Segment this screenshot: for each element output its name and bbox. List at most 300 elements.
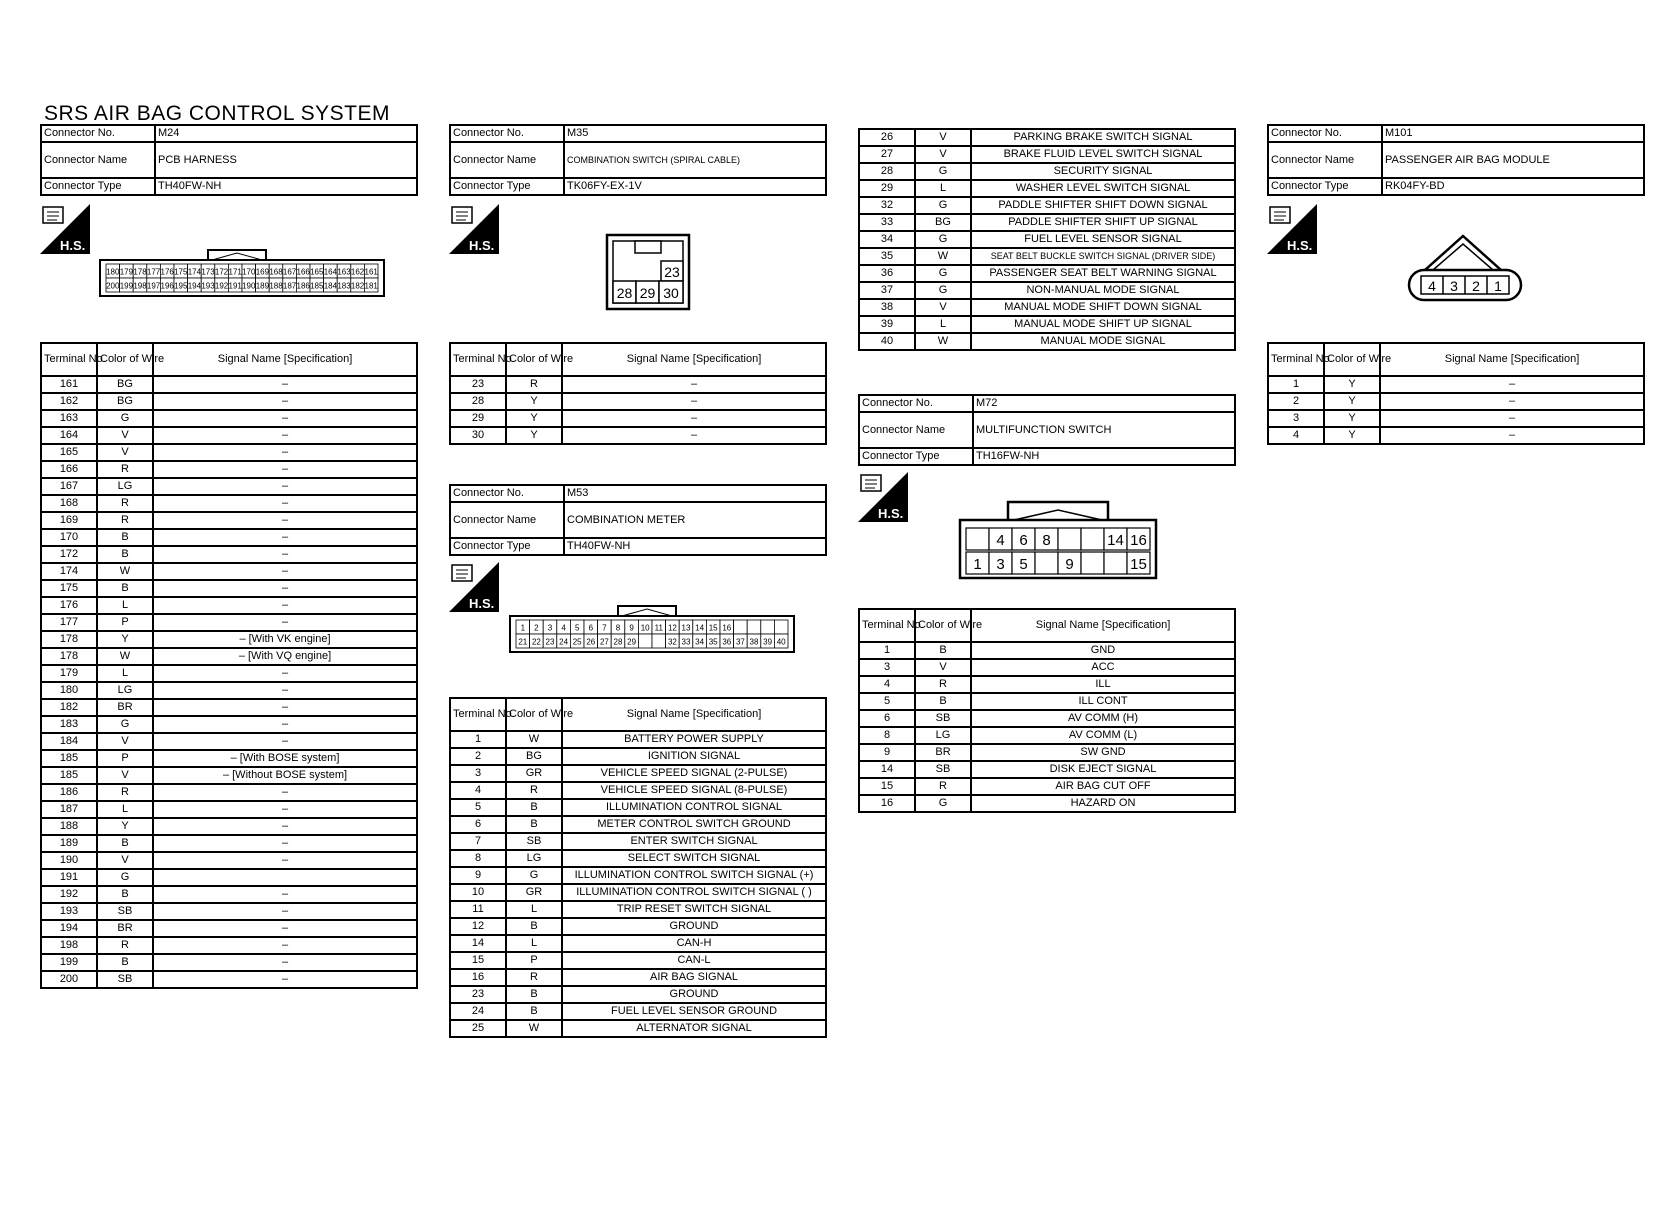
m53-continued-table (858, 128, 1236, 351)
table-row (41, 410, 417, 427)
table-row (41, 886, 417, 903)
terminal-cell: 179 (41, 665, 97, 682)
signal-name-cell: METER CONTROL SWITCH GROUND (562, 816, 826, 833)
table-row (41, 648, 417, 665)
signal-name-cell: – (153, 699, 417, 716)
pin-label: 3 (547, 623, 553, 633)
table-row (41, 393, 417, 410)
table-row (450, 816, 826, 833)
terminal-cell: 28 (450, 393, 506, 410)
signal-name-cell: ILL CONT (971, 693, 1235, 710)
wire-color-cell: SB (915, 761, 971, 778)
terminal-cell: 2 (1268, 393, 1324, 410)
connector-name-value: PCB HARNESS (155, 142, 417, 178)
m72-info-table (858, 394, 1236, 466)
connector-no-value: M24 (155, 125, 417, 142)
terminal-cell: 1 (1268, 376, 1324, 393)
signal-name-cell: PADDLE SHIFTER SHIFT DOWN SIGNAL (971, 197, 1235, 214)
table-row (859, 795, 1235, 812)
terminal-cell: 183 (41, 716, 97, 733)
hs-label: H.S. (60, 238, 86, 253)
signal-name-cell: VEHICLE SPEED SIGNAL (2-PULSE) (562, 765, 826, 782)
signal-name-cell: BATTERY POWER SUPPLY (562, 731, 826, 748)
wire-color-cell: R (506, 376, 562, 393)
signal-name-cell: – (153, 937, 417, 954)
terminal-cell: 190 (41, 852, 97, 869)
table-row (859, 129, 1235, 146)
pin-label: 198 (133, 281, 147, 291)
table-row (41, 954, 417, 971)
signal-name-cell: – (153, 835, 417, 852)
pin-label: 167 (282, 267, 297, 277)
wire-color-cell: Y (97, 818, 153, 835)
pin-label: 194 (187, 281, 202, 291)
signal-name-cell: – (153, 410, 417, 427)
terminal-cell: 182 (41, 699, 97, 716)
signal-name-cell: – (153, 495, 417, 512)
m101-terminal-table (1267, 342, 1645, 445)
pin-label: 11 (654, 623, 663, 633)
wire-color-cell: Y (1324, 376, 1380, 393)
pin-label: 5 (574, 623, 580, 633)
wire-color-cell: LG (915, 727, 971, 744)
wire-color-cell: BG (506, 748, 562, 765)
pin-label: 33 (681, 637, 691, 647)
pin-label: 162 (350, 267, 365, 277)
terminal-cell: 199 (41, 954, 97, 971)
wire-color-cell: G (915, 197, 971, 214)
signal-name-cell: – (153, 478, 417, 495)
pin-label: 15 (708, 623, 718, 633)
table-row (450, 918, 826, 935)
pin-label: 14 (1107, 532, 1124, 549)
table-row (859, 659, 1235, 676)
terminal-cell: 161 (41, 376, 97, 393)
table-row (41, 512, 417, 529)
terminal-no-header: Terminal No. (1268, 343, 1324, 376)
pin-label: 28 (616, 285, 633, 301)
pin-label: 174 (187, 267, 202, 277)
table-row (41, 767, 417, 784)
pin-label: 169 (255, 267, 270, 277)
wire-color-cell: R (97, 512, 153, 529)
pin-label: 161 (364, 267, 378, 277)
wire-color-cell: SB (97, 903, 153, 920)
signal-name-cell: – (153, 427, 417, 444)
connector-no-label: Connector No. (1268, 125, 1382, 142)
terminal-cell: 30 (450, 427, 506, 444)
signal-name-cell: – (153, 580, 417, 597)
wire-color-cell: L (506, 935, 562, 952)
terminal-cell: 176 (41, 597, 97, 614)
terminal-cell: 170 (41, 529, 97, 546)
pin-label: 171 (228, 267, 242, 277)
pin-label: 186 (296, 281, 310, 291)
wire-color-cell: L (915, 180, 971, 197)
table-row (859, 248, 1235, 265)
terminal-cell: 162 (41, 393, 97, 410)
terminal-cell: 169 (41, 512, 97, 529)
signal-name-cell: – (153, 954, 417, 971)
terminal-cell: 10 (450, 884, 506, 901)
wire-color-cell: W (915, 333, 971, 350)
signal-name-cell: ILLUMINATION CONTROL SWITCH SIGNAL ( ) (562, 884, 826, 901)
terminal-cell: 200 (41, 971, 97, 988)
pin-label: 9 (629, 623, 634, 633)
terminal-cell: 14 (450, 935, 506, 952)
pin-label: 29 (627, 637, 637, 647)
pin-label: 8 (1042, 532, 1051, 549)
wire-color-cell: BG (915, 214, 971, 231)
terminal-no-header: Terminal No. (450, 698, 506, 731)
pin-label: 181 (364, 281, 378, 291)
pin-label: 12 (667, 623, 677, 633)
pin-label: 29 (639, 285, 656, 301)
signal-name-cell: SEAT BELT BUCKLE SWITCH SIGNAL (DRIVER SIDE) (971, 248, 1235, 265)
table-row (41, 971, 417, 988)
wire-color-cell: R (506, 782, 562, 799)
m24-connector-face (98, 248, 386, 298)
table-row (41, 580, 417, 597)
signal-name-cell: – (562, 376, 826, 393)
table-row (41, 716, 417, 733)
table-row (41, 699, 417, 716)
table-row (41, 920, 417, 937)
wire-color-cell: BR (915, 744, 971, 761)
connector-name-value: COMBINATION SWITCH (SPIRAL CABLE) (564, 142, 826, 178)
wire-color-cell: BG (97, 393, 153, 410)
signal-name-cell: ILL (971, 676, 1235, 693)
signal-name-cell: – [With VK engine] (153, 631, 417, 648)
terminal-cell: 11 (450, 901, 506, 918)
pin-label: 3 (996, 556, 1005, 573)
m53-info-table (449, 484, 827, 556)
table-row (450, 952, 826, 969)
table-row (450, 935, 826, 952)
pin-label: 16 (1130, 532, 1147, 549)
pin-label: 177 (146, 267, 161, 277)
table-row (41, 665, 417, 682)
wire-color-cell: W (915, 248, 971, 265)
pin-label: 3 (1450, 278, 1458, 294)
signal-name-cell: – [Without BOSE system] (153, 767, 417, 784)
terminal-cell: 39 (859, 316, 915, 333)
pin-label: 173 (201, 267, 215, 277)
pin-label: 39 (763, 637, 773, 647)
terminal-cell: 175 (41, 580, 97, 597)
connector-no-value: M101 (1382, 125, 1644, 142)
signal-name-cell: – (153, 546, 417, 563)
terminal-cell: 8 (450, 850, 506, 867)
terminal-cell: 33 (859, 214, 915, 231)
signal-name-cell: – (153, 733, 417, 750)
signal-name-cell: – (153, 903, 417, 920)
pin-label: 1 (520, 623, 526, 633)
terminal-cell: 16 (859, 795, 915, 812)
signal-name-cell: PADDLE SHIFTER SHIFT UP SIGNAL (971, 214, 1235, 231)
connector-no-value: M72 (973, 395, 1235, 412)
pin-label: 23 (545, 637, 555, 647)
wire-color-cell: V (915, 146, 971, 163)
wire-color-cell: V (97, 767, 153, 784)
connector-type-value: TK06FY-EX-1V (564, 178, 826, 195)
table-row (41, 937, 417, 954)
table-row (859, 282, 1235, 299)
pin-label: 10 (640, 623, 650, 633)
wire-color-cell: V (915, 129, 971, 146)
terminal-cell: 163 (41, 410, 97, 427)
wire-color-cell: G (915, 282, 971, 299)
table-row (450, 748, 826, 765)
table-row (41, 529, 417, 546)
signal-name-cell: AV COMM (L) (971, 727, 1235, 744)
wire-color-cell: SB (506, 833, 562, 850)
pin-label: 183 (337, 281, 351, 291)
table-row (1268, 410, 1644, 427)
pin-label: 23 (664, 264, 680, 280)
connector-type-value: RK04FY-BD (1382, 178, 1644, 195)
pin-label: 189 (255, 281, 270, 291)
pin-label: 2 (534, 623, 539, 633)
terminal-cell: 4 (1268, 427, 1324, 444)
m35-connector-face (605, 233, 691, 311)
pin-label: 7 (602, 623, 607, 633)
signal-name-cell: – (153, 920, 417, 937)
connector-type-label: Connector Type (450, 538, 564, 555)
terminal-cell: 12 (450, 918, 506, 935)
pin-label: 180 (106, 267, 120, 277)
table-row (450, 393, 826, 410)
wire-color-cell: Y (506, 393, 562, 410)
terminal-cell: 178 (41, 631, 97, 648)
wire-color-cell: B (506, 986, 562, 1003)
signal-name-cell: ACC (971, 659, 1235, 676)
signal-name-cell: GND (971, 642, 1235, 659)
m53-connector-face (508, 604, 796, 654)
signal-name-header: Signal Name [Specification] (971, 609, 1235, 642)
signal-name-cell: – (153, 393, 417, 410)
m72-connector-face (958, 498, 1158, 580)
terminal-cell: 2 (450, 748, 506, 765)
wire-color-cell: R (97, 495, 153, 512)
signal-name-cell: MANUAL MODE SIGNAL (971, 333, 1235, 350)
connector-no-label: Connector No. (450, 125, 564, 142)
pin-label: 191 (228, 281, 242, 291)
table-row (450, 376, 826, 393)
connector-no-label: Connector No. (450, 485, 564, 502)
terminal-cell: 164 (41, 427, 97, 444)
signal-name-cell: – (153, 529, 417, 546)
table-row (859, 316, 1235, 333)
pin-label: 195 (174, 281, 188, 291)
table-row (41, 784, 417, 801)
table-row (450, 782, 826, 799)
table-row (1268, 376, 1644, 393)
pin-label: 38 (749, 637, 759, 647)
signal-name-cell: – [With BOSE system] (153, 750, 417, 767)
wire-color-cell: V (97, 427, 153, 444)
wire-color-cell: W (506, 731, 562, 748)
table-row (450, 986, 826, 1003)
wire-color-cell: V (915, 299, 971, 316)
table-row (41, 597, 417, 614)
terminal-cell: 185 (41, 750, 97, 767)
terminal-cell: 193 (41, 903, 97, 920)
signal-name-cell: – (153, 682, 417, 699)
connector-no-label: Connector No. (41, 125, 155, 142)
table-row (859, 299, 1235, 316)
terminal-cell: 15 (859, 778, 915, 795)
terminal-cell: 35 (859, 248, 915, 265)
terminal-cell: 4 (450, 782, 506, 799)
signal-name-cell: – (153, 784, 417, 801)
signal-name-cell: DISK EJECT SIGNAL (971, 761, 1235, 778)
pin-label: 178 (133, 267, 147, 277)
pin-label: 36 (722, 637, 732, 647)
connector-type-label: Connector Type (859, 448, 973, 465)
table-row (41, 869, 417, 886)
terminal-cell: 38 (859, 299, 915, 316)
pin-label: 193 (201, 281, 215, 291)
table-row (859, 710, 1235, 727)
pin-label: 170 (242, 267, 256, 277)
signal-name-cell: – (153, 376, 417, 393)
wire-color-cell: LG (506, 850, 562, 867)
pin-label: 37 (735, 637, 745, 647)
wire-color-cell: L (97, 801, 153, 818)
signal-name-cell: FUEL LEVEL SENSOR GROUND (562, 1003, 826, 1020)
connector-name-label: Connector Name (450, 142, 564, 178)
signal-name-cell: GROUND (562, 986, 826, 1003)
table-row (450, 765, 826, 782)
hs-icon (858, 472, 908, 522)
terminal-cell: 189 (41, 835, 97, 852)
terminal-cell: 194 (41, 920, 97, 937)
terminal-cell: 188 (41, 818, 97, 835)
signal-name-cell: – (1380, 393, 1644, 410)
pin-label: 13 (681, 623, 691, 633)
connector-type-value: TH16FW-NH (973, 448, 1235, 465)
terminal-no-header: Terminal No. (859, 609, 915, 642)
hs-icon (449, 562, 499, 612)
table-row (859, 214, 1235, 231)
pin-label: 16 (722, 623, 732, 633)
pin-label: 164 (323, 267, 338, 277)
wire-color-cell: GR (506, 884, 562, 901)
m101-info-table (1267, 124, 1645, 196)
wire-color-cell: LG (97, 478, 153, 495)
terminal-cell: 191 (41, 869, 97, 886)
table-row (450, 850, 826, 867)
wire-color-cell: Y (1324, 393, 1380, 410)
table-row (450, 1003, 826, 1020)
table-row (859, 197, 1235, 214)
terminal-cell: 29 (859, 180, 915, 197)
connector-type-value: TH40FW-NH (564, 538, 826, 555)
wire-color-cell: P (97, 614, 153, 631)
wire-color-cell: G (915, 231, 971, 248)
signal-name-cell: – (153, 716, 417, 733)
table-row (450, 799, 826, 816)
pin-label: 8 (615, 623, 621, 633)
terminal-cell: 32 (859, 197, 915, 214)
wire-color-cell: G (915, 265, 971, 282)
terminal-cell: 3 (859, 659, 915, 676)
table-row (41, 682, 417, 699)
signal-name-cell: AV COMM (H) (971, 710, 1235, 727)
connector-name-label: Connector Name (41, 142, 155, 178)
pin-label: 199 (119, 281, 134, 291)
table-row (41, 835, 417, 852)
pin-label: 176 (160, 267, 174, 277)
terminal-cell: 185 (41, 767, 97, 784)
table-row (1268, 427, 1644, 444)
signal-name-cell: SW GND (971, 744, 1235, 761)
signal-name-cell: – (153, 665, 417, 682)
signal-name-cell: – (1380, 410, 1644, 427)
terminal-cell: 7 (450, 833, 506, 850)
wire-color-cell: P (506, 952, 562, 969)
table-row (450, 410, 826, 427)
wire-color-cell: B (915, 693, 971, 710)
pin-label: 9 (1065, 556, 1074, 573)
signal-name-header: Signal Name [Specification] (562, 698, 826, 731)
terminal-cell: 29 (450, 410, 506, 427)
terminal-cell: 24 (450, 1003, 506, 1020)
table-row (41, 631, 417, 648)
pin-label: 15 (1130, 556, 1147, 573)
wire-color-cell: G (506, 867, 562, 884)
terminal-cell: 9 (859, 744, 915, 761)
hs-icon (40, 204, 90, 254)
pin-label: 28 (613, 637, 623, 647)
terminal-cell: 1 (859, 642, 915, 659)
table-row (859, 163, 1235, 180)
m72-terminal-table (858, 608, 1236, 813)
signal-name-cell: – (153, 852, 417, 869)
table-row (41, 495, 417, 512)
table-row (450, 1020, 826, 1037)
table-row (41, 427, 417, 444)
connector-name-value: COMBINATION METER (564, 502, 826, 538)
table-row (859, 231, 1235, 248)
connector-name-label: Connector Name (1268, 142, 1382, 178)
color-of-wire-header: Color of Wire (97, 343, 153, 376)
table-row (41, 546, 417, 563)
table-row (450, 969, 826, 986)
table-row (1268, 393, 1644, 410)
signal-name-cell: – (562, 410, 826, 427)
connector-type-value: TH40FW-NH (155, 178, 417, 195)
wire-color-cell: B (506, 799, 562, 816)
hs-icon (449, 204, 499, 254)
table-row (859, 744, 1235, 761)
pin-label: 188 (269, 281, 283, 291)
wire-color-cell: P (97, 750, 153, 767)
table-row (41, 750, 417, 767)
m53-terminal-table (449, 697, 827, 1038)
table-row (450, 867, 826, 884)
signal-name-cell: MANUAL MODE SHIFT DOWN SIGNAL (971, 299, 1235, 316)
connector-name-label: Connector Name (450, 502, 564, 538)
signal-name-cell: ILLUMINATION CONTROL SWITCH SIGNAL (+) (562, 867, 826, 884)
signal-name-cell: – (153, 801, 417, 818)
signal-name-cell: PARKING BRAKE SWITCH SIGNAL (971, 129, 1235, 146)
connector-no-label: Connector No. (859, 395, 973, 412)
table-row (41, 461, 417, 478)
terminal-cell: 14 (859, 761, 915, 778)
wire-color-cell: G (915, 795, 971, 812)
